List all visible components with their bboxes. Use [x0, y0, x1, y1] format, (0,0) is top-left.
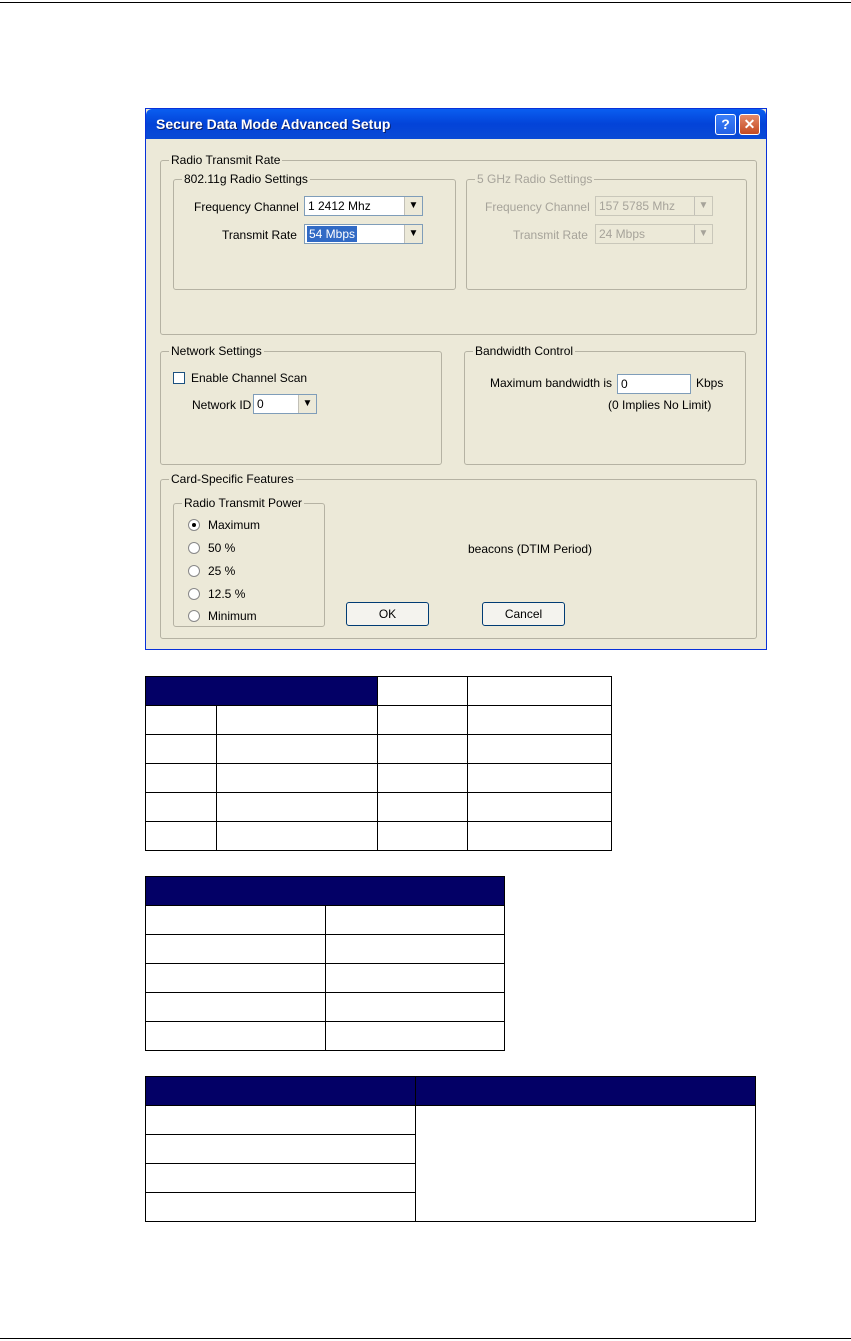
table-cell — [468, 822, 612, 851]
table-cell — [378, 764, 468, 793]
table-cell — [325, 964, 505, 993]
close-icon[interactable]: ✕ — [739, 114, 760, 135]
table-header-cell — [146, 677, 378, 706]
table-row — [146, 964, 505, 993]
g-radio-settings-group — [173, 172, 456, 290]
table-header-cell — [146, 1077, 416, 1106]
table-cell — [146, 935, 326, 964]
table-cell — [415, 1106, 755, 1222]
5ghz-frequency-value: 157 5785 Mhz — [599, 199, 676, 213]
5ghz-radio-settings-legend: 5 GHz Radio Settings — [477, 172, 593, 186]
table-cell — [468, 764, 612, 793]
table-cell — [216, 764, 378, 793]
table-cell — [146, 735, 217, 764]
transmit-power-group — [173, 496, 325, 627]
table-cell — [325, 993, 505, 1022]
network-id-value: 0 — [257, 397, 264, 411]
power-option-label: 25 % — [208, 564, 236, 578]
document-table-3 — [145, 1076, 756, 1222]
card-features-group — [160, 472, 757, 639]
radio-transmit-rate-legend: Radio Transmit Rate — [171, 153, 281, 167]
beacons-text: beacons (DTIM Period) — [468, 542, 593, 556]
5ghz-frequency-label: Frequency Channel — [485, 200, 590, 214]
table-cell — [146, 906, 326, 935]
chevron-down-icon: ▼ — [694, 225, 712, 243]
chevron-down-icon[interactable]: ▼ — [404, 225, 422, 243]
cancel-button[interactable]: Cancel — [482, 602, 565, 626]
power-option-label: 12.5 % — [208, 587, 246, 601]
g-rate-select[interactable] — [304, 224, 423, 244]
table-cell — [378, 793, 468, 822]
power-radio-minimum[interactable] — [188, 610, 200, 622]
transmit-power-legend: Radio Transmit Power — [184, 496, 303, 510]
table-row — [146, 735, 612, 764]
document-table-2 — [145, 876, 505, 1051]
g-frequency-label: Frequency Channel — [194, 200, 299, 214]
table-cell — [378, 706, 468, 735]
network-id-select[interactable] — [253, 394, 317, 414]
dialog-title: Secure Data Mode Advanced Setup — [156, 116, 391, 132]
document-table-1 — [145, 676, 612, 851]
table-row — [146, 793, 612, 822]
bandwidth-note: (0 Implies No Limit) — [608, 398, 712, 412]
table-cell — [325, 906, 505, 935]
bandwidth-control-legend: Bandwidth Control — [475, 344, 574, 358]
5ghz-rate-select — [595, 224, 713, 244]
table-row — [146, 1077, 756, 1106]
table-row — [146, 706, 612, 735]
max-bandwidth-value: 0 — [621, 377, 628, 391]
table-cell — [146, 793, 217, 822]
channel-scan-label: Enable Channel Scan — [191, 371, 308, 385]
table-cell — [468, 706, 612, 735]
table-row — [146, 935, 505, 964]
bandwidth-control-group — [464, 344, 746, 465]
table-cell — [216, 822, 378, 851]
channel-scan-checkbox[interactable] — [173, 372, 185, 384]
max-bandwidth-input[interactable] — [617, 374, 691, 394]
table-cell — [468, 735, 612, 764]
table-cell — [146, 1106, 416, 1135]
table-cell — [146, 1022, 326, 1051]
table-header-cell — [146, 877, 505, 906]
5ghz-rate-value: 24 Mbps — [599, 227, 646, 241]
chevron-down-icon: ▼ — [694, 197, 712, 215]
table-cell — [468, 677, 612, 706]
table-cell — [146, 1193, 416, 1222]
power-option-label: Minimum — [208, 609, 257, 623]
max-bandwidth-label: Maximum bandwidth is — [490, 376, 613, 390]
table-cell — [146, 822, 217, 851]
table-row — [146, 993, 505, 1022]
table-row — [146, 677, 612, 706]
5ghz-frequency-select — [595, 196, 713, 216]
table-cell — [325, 935, 505, 964]
chevron-down-icon[interactable]: ▼ — [298, 395, 316, 413]
table-cell — [146, 706, 217, 735]
table-cell — [378, 735, 468, 764]
table-cell — [146, 1164, 416, 1193]
ok-button[interactable]: OK — [346, 602, 429, 626]
power-option-label: 50 % — [208, 541, 236, 555]
table-row — [146, 1106, 756, 1135]
network-settings-group — [160, 344, 442, 465]
g-rate-value: 54 Mbps — [309, 227, 356, 241]
table-row — [146, 822, 612, 851]
advanced-setup-dialog — [145, 108, 767, 650]
table-row — [146, 764, 612, 793]
table-cell — [216, 793, 378, 822]
chevron-down-icon[interactable]: ▼ — [404, 197, 422, 215]
card-features-legend: Card-Specific Features — [171, 472, 294, 486]
network-id-label: Network ID — [192, 398, 252, 412]
radio-transmit-rate-group — [160, 153, 757, 335]
power-radio-maximum[interactable] — [188, 519, 200, 531]
power-radio-25[interactable] — [188, 565, 200, 577]
g-frequency-select[interactable] — [304, 196, 423, 216]
table-cell — [325, 1022, 505, 1051]
table-row — [146, 906, 505, 935]
table-cell — [378, 677, 468, 706]
power-radio-50[interactable] — [188, 542, 200, 554]
page-bottom-rule — [0, 1338, 851, 1339]
page-top-rule — [0, 2, 851, 3]
bandwidth-unit: Kbps — [696, 376, 724, 390]
dialog-title-bar[interactable] — [146, 109, 766, 139]
table-cell — [216, 735, 378, 764]
power-option-label: Maximum — [208, 518, 261, 532]
table-row — [146, 1022, 505, 1051]
table-cell — [146, 764, 217, 793]
5ghz-rate-label: Transmit Rate — [513, 228, 588, 242]
power-radio-12-5[interactable] — [188, 588, 200, 600]
table-row — [146, 877, 505, 906]
table-cell — [468, 793, 612, 822]
table-cell — [216, 706, 378, 735]
g-radio-settings-legend: 802.11g Radio Settings — [184, 172, 308, 186]
table-cell — [378, 822, 468, 851]
help-icon[interactable]: ? — [715, 114, 736, 135]
5ghz-radio-settings-group — [466, 172, 747, 290]
table-cell — [146, 1135, 416, 1164]
g-rate-label: Transmit Rate — [222, 228, 297, 242]
network-settings-legend: Network Settings — [171, 344, 262, 358]
table-header-cell — [415, 1077, 755, 1106]
table-cell — [146, 993, 326, 1022]
g-frequency-value: 1 2412 Mhz — [308, 199, 371, 213]
table-cell — [146, 964, 326, 993]
